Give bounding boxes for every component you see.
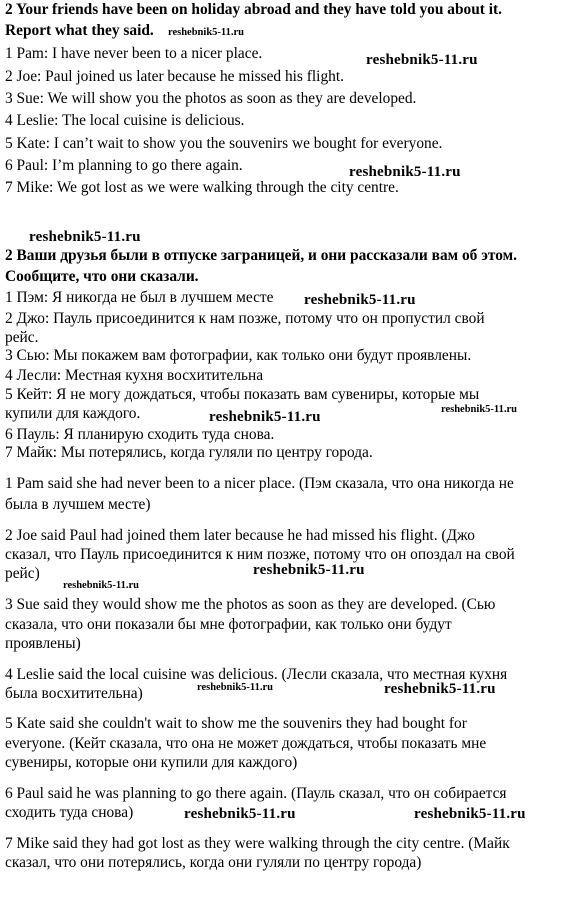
russian-line-4: 3 Сью: Мы покажем вам фотографии, как только они будут проявлены. xyxy=(5,347,472,364)
answer-5-line-2: everyone. (Кейт сказала, что она не может дождаться, чтобы показать мне xyxy=(5,735,487,752)
russian-heading-line-1: 2 Ваши друзья были в отпуске заграницей, и они рассказали вам об этом. xyxy=(5,247,517,264)
answer-7-line-1: 7 Mike said they had got lost as they were walking through the city centre. (Майк xyxy=(5,835,510,852)
russian-heading-line-2: Сообщите, что они сказали. xyxy=(5,268,199,285)
english-item-1: 1 Pam: I have never been to a nicer place. xyxy=(5,45,263,62)
answer-3-line-3: проявлены) xyxy=(5,635,81,652)
answer-2-line-3: рейс) xyxy=(5,565,40,582)
answer-1-line-2: была в лучшем месте) xyxy=(5,496,151,513)
russian-line-5: 4 Лесли: Местная кухня восхитительна xyxy=(5,367,264,384)
russian-line-9: 7 Майк: Мы потерялись, когда гуляли по центру города. xyxy=(5,444,373,461)
russian-line-1: 1 Пэм: Я никогда не был в лучшем месте xyxy=(5,289,274,306)
answer-3-line-2: сказала, что они показали бы мне фотографии, как только они будут xyxy=(5,616,452,633)
answer-6-line-1: 6 Paul said he was planning to go there again. (Пауль сказал, что он собирается xyxy=(5,785,507,802)
watermark: reshebnik5-11.ru xyxy=(304,292,416,308)
watermark: reshebnik5-11.ru xyxy=(414,806,526,822)
english-item-7: 7 Mike: We got lost as we were walking through the city centre. xyxy=(5,179,399,196)
watermark: reshebnik5-11.ru xyxy=(197,682,273,693)
watermark: reshebnik5-11.ru xyxy=(349,164,461,180)
answer-2-line-2: сказал, что Пауль присоединится к ним позже, потому что он опоздал на свой xyxy=(5,546,515,563)
russian-line-6: 5 Кейт: Я не могу дождаться, чтобы показать вам сувениры, которые мы xyxy=(5,386,480,403)
watermark: reshebnik5-11.ru xyxy=(184,806,296,822)
english-heading-line-1: 2 Your friends have been on holiday abroad and they have told you about it. xyxy=(5,1,503,18)
watermark: reshebnik5-11.ru xyxy=(441,404,517,415)
english-item-4: 4 Leslie: The local cuisine is delicious. xyxy=(5,112,245,129)
answer-5-line-3: сувениры, которые они купили для каждого) xyxy=(5,754,298,771)
english-heading-line-2: Report what they said. xyxy=(5,22,154,39)
answer-3-line-1: 3 Sue said they would show me the photos as soon as they are developed. (Сью xyxy=(5,596,496,613)
watermark: reshebnik5-11.ru xyxy=(63,580,139,591)
english-item-3: 3 Sue: We will show you the photos as soon as they are developed. xyxy=(5,90,417,107)
answer-6-line-2: сходить туда снова) xyxy=(5,804,134,821)
watermark: reshebnik5-11.ru xyxy=(209,409,321,425)
answer-5-line-1: 5 Kate said she couldn't wait to show me the souvenirs they had bought for xyxy=(5,715,467,732)
watermark: reshebnik5-11.ru xyxy=(384,681,496,697)
answer-7-line-2: сказал, что они потерялись, когда они гуляли по центру города) xyxy=(5,854,422,871)
russian-line-8: 6 Пауль: Я планирую сходить туда снова. xyxy=(5,426,275,443)
answer-1-line-1: 1 Pam said she had never been to a nicer place. (Пэм сказала, что она никогда не xyxy=(5,475,514,492)
answer-4-line-2: была восхитительна) xyxy=(5,685,143,702)
english-item-2: 2 Joe: Paul joined us later because he missed his flight. xyxy=(5,68,344,85)
english-item-6: 6 Paul: I’m planning to go there again. xyxy=(5,157,243,174)
watermark: reshebnik5-11.ru xyxy=(253,562,365,578)
english-item-5: 5 Kate: I can’t wait to show you the souvenirs we bought for everyone. xyxy=(5,135,443,152)
answer-2-line-1: 2 Joe said Paul had joined them later because he had missed his flight. (Джо xyxy=(5,527,475,544)
watermark: reshebnik5-11.ru xyxy=(168,27,244,38)
russian-line-2: 2 Джо: Пауль присоединится к нам позже, потому что он пропустил свой xyxy=(5,310,485,327)
answer-4-line-1: 4 Leslie said the local cuisine was delicious. (Лесли сказала, что местная кухня xyxy=(5,666,508,683)
watermark: reshebnik5-11.ru xyxy=(366,52,478,68)
russian-line-3: рейс. xyxy=(5,329,39,346)
russian-line-7: купили для каждого. xyxy=(5,405,141,422)
watermark: reshebnik5-11.ru xyxy=(29,229,141,245)
